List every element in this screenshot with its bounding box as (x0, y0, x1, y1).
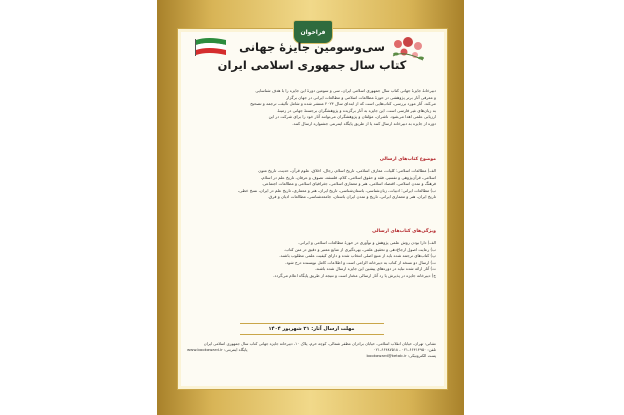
intro-line: ارزیابی علمی اهدا می‌شود. ناشران، مؤلفان و پژوهشگران می‌توانند آثار خود را برای شرکت در این (268, 114, 436, 120)
intro-line: می‌کند. آثار مورد بررسی، کتاب‌هایی است که از ابتدای سال ۲۰۲۴ منتشر شده و شامل تألیف، ترجمه و تصحیح (250, 101, 436, 107)
poster-title-line1: سی‌وسومین جایزهٔ جهانی (239, 40, 385, 54)
intro-line: و معرفی آثار برتر پژوهشی در حوزهٔ مطالعات اسلامی و مطالعات ایرانی در جهان برگزار (286, 94, 436, 100)
features-line: الف) دارا بودن روش علمی پژوهش و نوآوری در حوزهٔ مطالعات اسلامی و ایرانی. (298, 240, 436, 245)
poster-title-line2: کتاب سال جمهوری اسلامی ایران (217, 58, 407, 72)
features-line: ث) آثار ارائه شده نباید در دوره‌های پیشین این جایزه ارسال شده باشند. (314, 266, 436, 272)
call-badge: فراخوان (293, 20, 333, 44)
topics-line: فرهنگ و تمدن اسلامی، اقتصاد اسلامی، هنر و معماری اسلامی، جغرافیای اسلامی و مطالعات اجتماعی. (261, 181, 436, 187)
features-line: ج) دبیرخانه جایزه در پذیرش یا رد آثار ارسالی مختار است و نتیجه از طریق پایگاه اعلام می‌گردد. (273, 272, 436, 278)
email-label: پست الکترونیکی: (407, 353, 436, 359)
intro-line: دوره از جایزه به دبیرخانه ارسال کنند یا از طریق پایگاه اینترنتی جشنواره ارسال کنند. (292, 120, 436, 126)
contact-footer (187, 341, 436, 360)
poster-card (177, 28, 448, 390)
topics-line: تاریخ ایران، هنر و معماری ایرانی، تاریخ و تمدن ایران باستان، جامعه‌شناسی، مطالعات ادیان و فرق. (267, 194, 436, 200)
website-link[interactable]: www.bookaward.ir (187, 347, 223, 353)
topics-line: الف) مطالعات اسلامی: کلیات، معارف اسلامی، تاریخ اسلام، رجال، اخلاق، علوم قرآن، حدیث، تاریخ متون (258, 168, 436, 173)
deadline-text: مهلت ارسال آثار: ۳۱ شهریور ۱۴۰۴ (268, 326, 355, 332)
intro-paragraph (187, 88, 436, 128)
features-line: پ) کتاب‌های ترجمه شده باید از منبع اصلی انتخاب شده و دارای کیفیت علمی مطلوب باشند. (279, 253, 436, 259)
phone-text: تلفن: ۶۶۴۱۴۹۵۰-۰۲۱ ، ۶۶۴۸۷۵۱۸-۰۲۱ (373, 347, 436, 353)
intro-line: به زبان‌های غیر فارسی است. این جایزه به آثار برگزیده و پژوهشگران برجستهٔ جهانی در زمینهٔ (277, 107, 436, 113)
section-features-title: ویژگی‌های کتاب‌های ارسالی (372, 229, 436, 234)
section-topics-body (187, 168, 436, 201)
section-features-body (187, 240, 436, 280)
features-line: ب) رعایت اصول ارجاع‌دهی و تحقیق علمی، بهره‌گیری از منابع معتبر و دقیق در متن کتاب. (283, 246, 436, 252)
section-topics-title: موضوع کتاب‌های ارسالی (379, 157, 436, 162)
intro-line: دبیرخانهٔ جایزهٔ جهانی کتاب سال جمهوری اسلامی ایران، سی و سومین دورهٔ این جایزه را با هدف شناسایی (255, 88, 436, 93)
address-text: نشانی: تهران، خیابان انقلاب اسلامی، خیابان برادران مظفر شمالی، کوچه خرم، پلاک ۱۰، دبیرخانه جایزه جهانی کتاب سال جمهوری اسلامی ایران (203, 341, 436, 346)
website-label: پایگاه اینترنتی: (223, 347, 248, 353)
topics-line: اسلامی، قرآن‌پژوهی و تفسیر، فقه و حقوق اسلامی، کلام، فلسفه، تصوف و عرفان، تاریخ علم در اسلام، (260, 174, 436, 180)
features-line: ت) ارسال دو نسخه از کتاب به دبیرخانه الزامی است و اطلاعات کامل نویسنده درج شود. (285, 259, 436, 265)
topics-line: ب) مطالعات ایرانی: ادبیات، زبان‌شناسی، باستان‌شناسی، تاریخ ایران، هنر و معماری، تاریخ علم در ایران، نسخ خطی، (237, 187, 436, 193)
email-link[interactable]: bookaward@ketab.ir (366, 353, 407, 359)
